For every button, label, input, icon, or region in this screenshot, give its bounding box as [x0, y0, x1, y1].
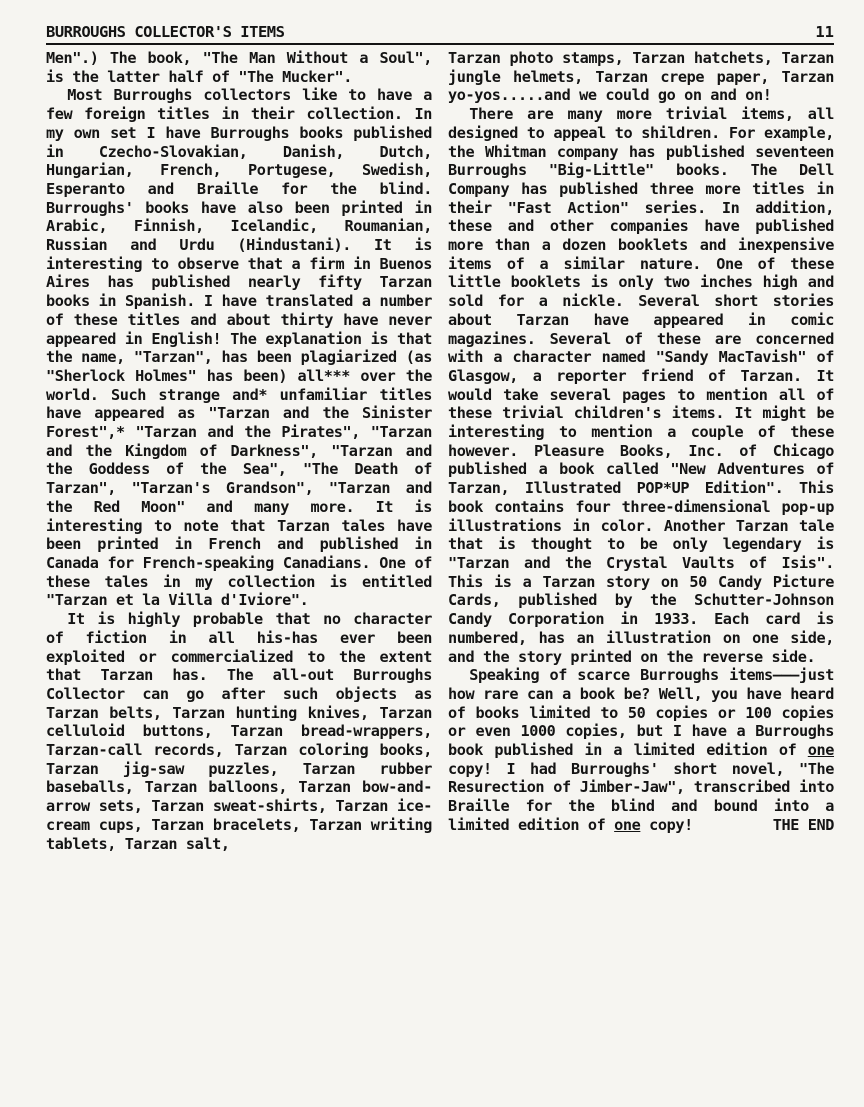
right-paragraph-3-part-2: copy! I had Burroughs' short novel, "The Resurection of Jimber-Jaw", transcribed into Braille for the blind and bound into a limited edition of	[448, 759, 834, 834]
the-end-marker: THE END	[772, 815, 834, 834]
text-columns	[46, 49, 834, 853]
underlined-one-2: one	[614, 815, 641, 834]
right-column	[448, 49, 834, 853]
page-number: 11	[815, 23, 834, 41]
left-paragraph-3: It is highly probable that no character of fiction in all his-has ever been exploited or commercialized to the extent that Tarzan has. The all-out Burroughs Collector can go after such objects as Tarzan belts, Tarzan hunting knives, Tarzan celluloid buttons, Tarzan bread-wrappers, Tarzan-call records, Tarzan coloring books, Tarzan jig-saw puzzles, Tarzan rubber baseballs, Tarzan balloons, Tarzan bow-and-arrow sets, Tarzan sweat-shirts, Tarzan ice-cream cups, Tarzan bracelets, Tarzan writing tablets, Tarzan salt,	[46, 610, 432, 853]
left-paragraph-2: Most Burroughs collectors like to have a few foreign titles in their collection. In my own set I have Burroughs books published in Czecho-Slovakian, Danish, Dutch, Hungarian, French, Portugese, Swedish, Esperanto and Braille for the blind. Burroughs' books have also been printed in Arabic, Finnish, Icelandic, Roumanian, Russian and Urdu (Hindustani). It is interesting to observe that a firm in Buenos Aires has published nearly fifty Tarzan books in Spanish. I have translated a number of these titles and about thirty have never appeared in English! The explanation is that the name, "Tarzan", has been plagiarized (as "Sherlock Holmes" has been) all*** over the world. Such strange and* unfamiliar titles have appeared as "Tarzan and the Sinister Forest",* "Tarzan and the Pirates", "Tarzan and the Kingdom of Darkness", "Tarzan and the Goddess of the Sea", "The Death of Tarzan", "Tarzan's Grandson", "Tarzan and the Red Moon" and many more. It is interesting to note that Tarzan tales have been printed in French and published in Canada for French-speaking Canadians. One of these tales in my collection is entitled "Tarzan et la Villa d'Iviore".	[46, 86, 432, 610]
right-paragraph-3	[448, 666, 834, 834]
right-paragraph-3-part-3: copy!	[649, 815, 693, 834]
right-paragraph-3-part-1: Speaking of scarce Burroughs items———just how rare can a book be? Well, you have heard of books limited to 50 copies or 100 copies or even 1000 copies, but I have a Burroughs book published in a limited edition of	[448, 666, 834, 760]
left-column	[46, 49, 432, 853]
underlined-one-1: one	[807, 741, 835, 760]
right-paragraph-1: Tarzan photo stamps, Tarzan hatchets, Tarzan jungle helmets, Tarzan crepe paper, Tarzan yo-yos.....and we could go on and on!	[448, 49, 834, 105]
left-paragraph-1: Men".) The book, "The Man Without a Soul", is the latter half of "The Mucker".	[46, 49, 432, 86]
header-title: BURROUGHS COLLECTOR'S ITEMS	[46, 23, 285, 41]
page-header	[46, 22, 834, 45]
right-paragraph-2: There are many more trivial items, all designed to appeal to shildren. For example, the Whitman company has published seventeen Burroughs "Big-Little" books. The Dell Company has published three more titles in their "Fast Action" series. In addition, these and other companies have published more than a dozen booklets and inexpensive items of a similar nature. One of these little booklets is only two inches high and sold for a nickle. Several short stories about Tarzan have appeared in comic magazines. Several of these are concerned with a character named "Sandy MacTavish" of Glasgow, a reporter friend of Tarzan. It would take several pages to mention all of these trivial children's items. It might be interesting to mention a couple of these however. Pleasure Books, Inc. of Chicago published a book called "New Adventures of Tarzan, Illustrated POP*UP Edition". This book contains four three-dimensional pop-up illustrations in color. Another Tarzan tale that is thought to be only legendary is "Tarzan and the Crystal Vaults of Isis". This is a Tarzan story on 50 Candy Picture Cards, published by the Schutter-Johnson Candy Corporation in 1933. Each card is numbered, has an illustration on one side, and the story printed on the reverse side.	[448, 105, 834, 666]
